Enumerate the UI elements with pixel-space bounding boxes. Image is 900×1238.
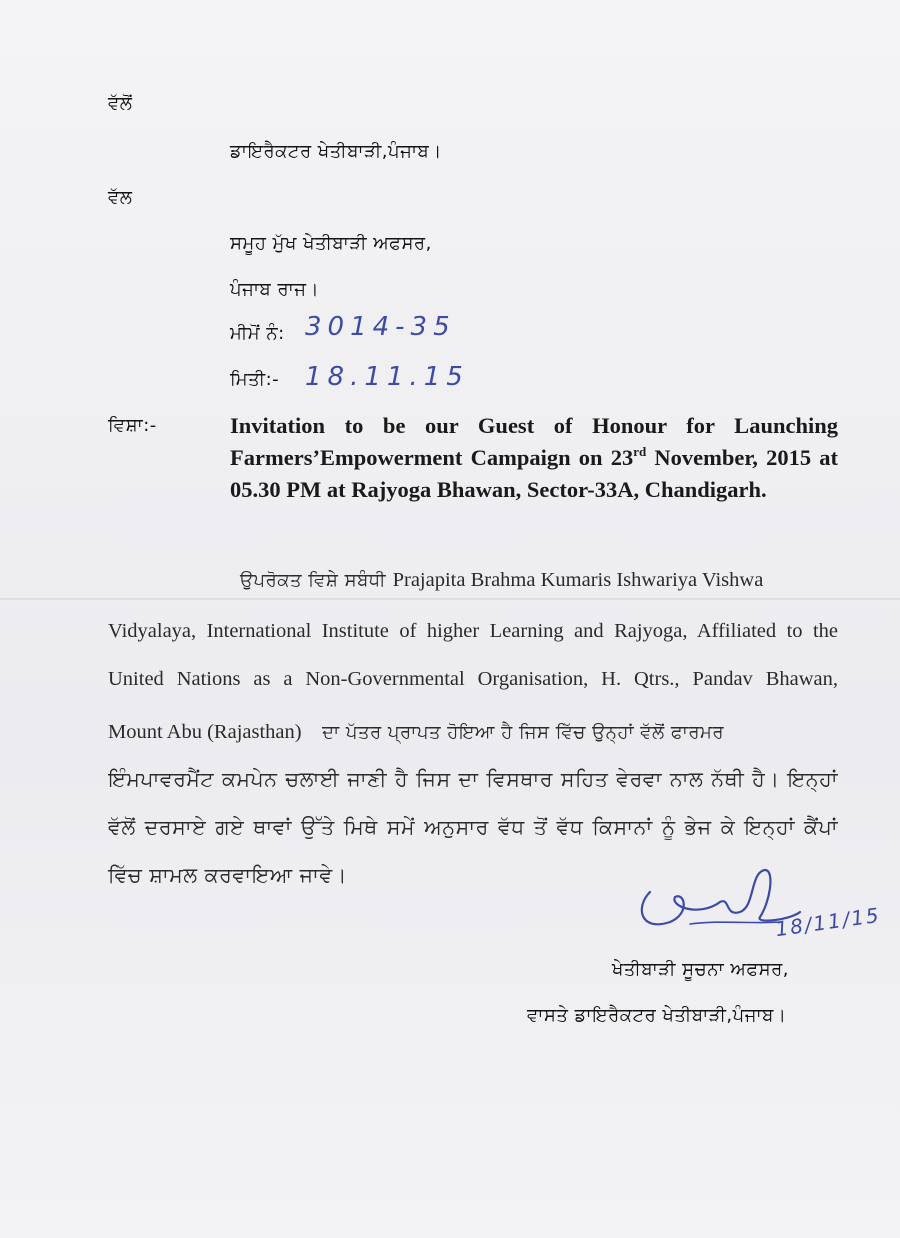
to-label: ਵੱਲ xyxy=(108,187,133,208)
subject-label: ਵਿਸ਼ਾ:- xyxy=(108,415,157,436)
body-line-4-en: Mount Abu (Rajasthan) xyxy=(108,721,302,743)
memo-number-handwritten: 3014-35 xyxy=(305,312,456,342)
subject-part2: November, 2015 at 05.30 PM at Rajyoga Bhawan, Sector-33A, Chandigarh. xyxy=(230,445,838,502)
date-label: ਮਿਤੀ:- xyxy=(230,369,280,390)
body-line-1-pa: ਉਪਰੋਕਤ ਵਿਸ਼ੇ ਸਬੰਧੀ xyxy=(240,570,387,591)
to-name: ਸਮੂਹ ਮੁੱਖ ਖੇਤੀਬਾੜੀ ਅਫਸਰ, xyxy=(230,233,432,254)
subject-part1: Invitation to be our Guest of Honour for Launching Farmers’Empowerment Campaign on 23 xyxy=(230,413,838,470)
body-line-7: ਵਿੱਚ ਸ਼ਾਮਲ ਕਰਵਾਇਆ ਜਾਵੇ। xyxy=(108,863,348,887)
body-line-6: ਵੱਲੋਂ ਦਰਸਾਏ ਗਏ ਥਾਵਾਂ ਉੱਤੇ ਮਿਥੇ ਸਮੇਂ ਅਨੁਸਾਰ ਵੱਧ ਤੋਂ ਵੱਧ ਕਿਸਾਨਾਂ ਨੂੰ ਭੇਜ ਕੇ ਇਨ੍ਹਾਂ ਕੈਂਪਾਂ xyxy=(108,815,838,839)
sign-title: ਖੇਤੀਬਾੜੀ ਸੂਚਨਾ ਅਫਸਰ, xyxy=(612,959,789,980)
memo-label: ਮੀਮੋਂ ਨੰ: xyxy=(230,323,285,344)
body-line-1 xyxy=(240,566,838,594)
body-line-3: United Nations as a Non-Governmental Organisation, H. Qtrs., Pandav Bhawan, xyxy=(108,668,838,690)
body-line-4-pa: ਦਾ ਪੱਤਰ ਪ੍ਰਾਪਤ ਹੋਇਆ ਹੈ ਜਿਸ ਵਿੱਚ ਉਨ੍ਹਾਂ ਵੱਲੋਂ ਫਾਰਮਰ xyxy=(322,722,724,743)
sign-for: ਵਾਸਤੇ ਡਾਇਰੈਕਟਰ ਖੇਤੀਬਾੜੀ,ਪੰਜਾਬ। xyxy=(527,1005,787,1026)
body-line-1-en: Prajapita Brahma Kumaris Ishwariya Vishwa xyxy=(392,569,764,591)
from-label: ਵੱਲੋਂ xyxy=(108,93,133,114)
subject-superscript: rd xyxy=(633,444,647,459)
from-name: ਡਾਇਰੈਕਟਰ ਖੇਤੀਬਾੜੀ,ਪੰਜਾਬ। xyxy=(230,141,442,162)
body-line-2: Vidyalaya, International Institute of higher Learning and Rajyoga, Affiliated to the xyxy=(108,620,838,642)
to-state: ਪੰਜਾਬ ਰਾਜ। xyxy=(230,279,320,300)
body-line-5: ਇੰਮਪਾਵਰਮੈਂਟ ਕਮਪੇਨ ਚਲਾਈ ਜਾਣੀ ਹੈ ਜਿਸ ਦਾ ਵਿਸਥਾਰ ਸਹਿਤ ਵੇਰਵਾ ਨਾਲ ਨੱਥੀ ਹੈ। ਇਨ੍ਹਾਂ xyxy=(108,767,838,791)
paper-fold xyxy=(0,598,900,600)
subject-text xyxy=(230,410,838,506)
date-handwritten: 18.11.15 xyxy=(305,362,469,392)
signature-date: 18/11/15 xyxy=(773,902,882,942)
body-line-4 xyxy=(108,718,838,746)
